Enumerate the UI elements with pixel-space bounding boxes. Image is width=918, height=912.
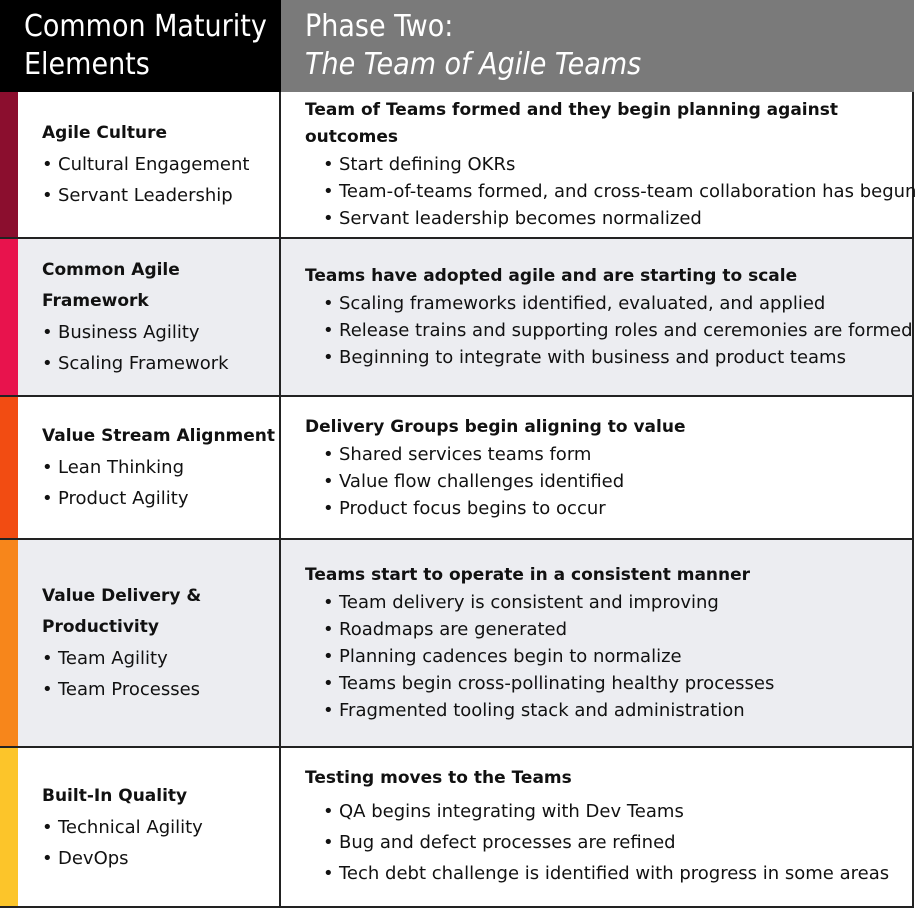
phase-item: • Servant leadership becomes normalized bbox=[323, 208, 702, 229]
header-common-maturity-elements bbox=[0, 0, 281, 92]
phase-item: • Planning cadences begin to normalize bbox=[323, 646, 682, 667]
phase-item: • Teams begin cross-pollinating healthy processes bbox=[323, 673, 775, 694]
element-item: • Team Processes bbox=[42, 679, 201, 700]
phase-item: • Scaling frameworks identified, evaluated, and applied bbox=[323, 293, 826, 314]
phase-title: Delivery Groups begin aligning to value bbox=[305, 416, 686, 437]
phase-title: Teams start to operate in a consistent manner bbox=[305, 565, 751, 585]
phase-title: Teams have adopted agile and are starting to scale bbox=[305, 266, 798, 286]
element-cell bbox=[18, 540, 281, 746]
phase-item: • Beginning to integrate with business and product teams bbox=[323, 347, 846, 368]
element-title-line2: Productivity bbox=[42, 617, 159, 637]
row-color-bar bbox=[0, 239, 18, 395]
header-left-line2: Elements bbox=[24, 47, 150, 82]
table-row bbox=[0, 748, 914, 908]
table-row bbox=[0, 239, 914, 397]
table-row bbox=[0, 92, 917, 239]
phase-item: • Team-of-teams formed, and cross-team collaboration has begun bbox=[323, 181, 917, 202]
element-item: • Team Agility bbox=[42, 648, 168, 669]
phase-item: • Bug and defect processes are refined bbox=[323, 832, 676, 853]
phase-item: • Release trains and supporting roles and ceremonies are formed bbox=[323, 320, 913, 341]
row-color-bar bbox=[0, 92, 18, 237]
table-row bbox=[0, 397, 914, 540]
element-title: Value Stream Alignment bbox=[42, 426, 276, 446]
phase-title: Team of Teams formed and they begin planning against outcomes bbox=[305, 100, 838, 147]
phase-item: • Start defining OKRs bbox=[323, 154, 516, 175]
phase-title: Testing moves to the Teams bbox=[305, 768, 572, 788]
element-item: • DevOps bbox=[42, 847, 129, 869]
phase-item: • QA begins integrating with Dev Teams bbox=[323, 801, 684, 822]
phase-cell bbox=[281, 239, 914, 395]
element-item: • Cultural Engagement bbox=[42, 154, 250, 175]
element-item: • Servant Leadership bbox=[42, 185, 233, 206]
element-item: • Scaling Framework bbox=[42, 353, 229, 374]
element-cell bbox=[18, 748, 281, 906]
phase-item: • Product focus begins to occur bbox=[323, 497, 606, 519]
phase-item: • Fragmented tooling stack and administration bbox=[323, 700, 745, 721]
phase-item: • Value flow challenges identified bbox=[323, 470, 625, 492]
phase-cell bbox=[281, 92, 917, 237]
phase-cell bbox=[281, 748, 914, 906]
element-title: Common Agile bbox=[42, 260, 180, 280]
row-color-bar bbox=[0, 748, 18, 906]
header-right-line2: The Team of Agile Teams bbox=[305, 47, 642, 82]
element-item: • Technical Agility bbox=[42, 816, 203, 838]
element-title-line2: Framework bbox=[42, 291, 149, 311]
element-item: • Product Agility bbox=[42, 488, 189, 509]
phase-item: • Tech debt challenge is identified with progress in some areas bbox=[323, 863, 890, 884]
table-row bbox=[0, 540, 914, 748]
element-cell bbox=[18, 239, 281, 395]
header-left-line1: Common Maturity bbox=[24, 9, 267, 44]
phase-item: • Team delivery is consistent and improving bbox=[323, 592, 719, 613]
header-right-line1: Phase Two: bbox=[305, 9, 454, 44]
row-color-bar bbox=[0, 397, 18, 538]
phase-cell bbox=[281, 540, 914, 746]
element-title: Value Delivery & bbox=[42, 586, 202, 606]
phase-item: • Shared services teams form bbox=[323, 443, 592, 465]
header-phase-two bbox=[281, 0, 914, 92]
element-title: Agile Culture bbox=[42, 123, 167, 143]
phase-item: • Roadmaps are generated bbox=[323, 619, 568, 640]
phase-cell bbox=[281, 397, 914, 538]
element-item: • Lean Thinking bbox=[42, 457, 185, 478]
row-color-bar bbox=[0, 540, 18, 746]
element-cell bbox=[18, 397, 281, 538]
element-item: • Business Agility bbox=[42, 322, 200, 343]
element-cell bbox=[18, 92, 281, 237]
element-title: Built-In Quality bbox=[42, 785, 188, 806]
